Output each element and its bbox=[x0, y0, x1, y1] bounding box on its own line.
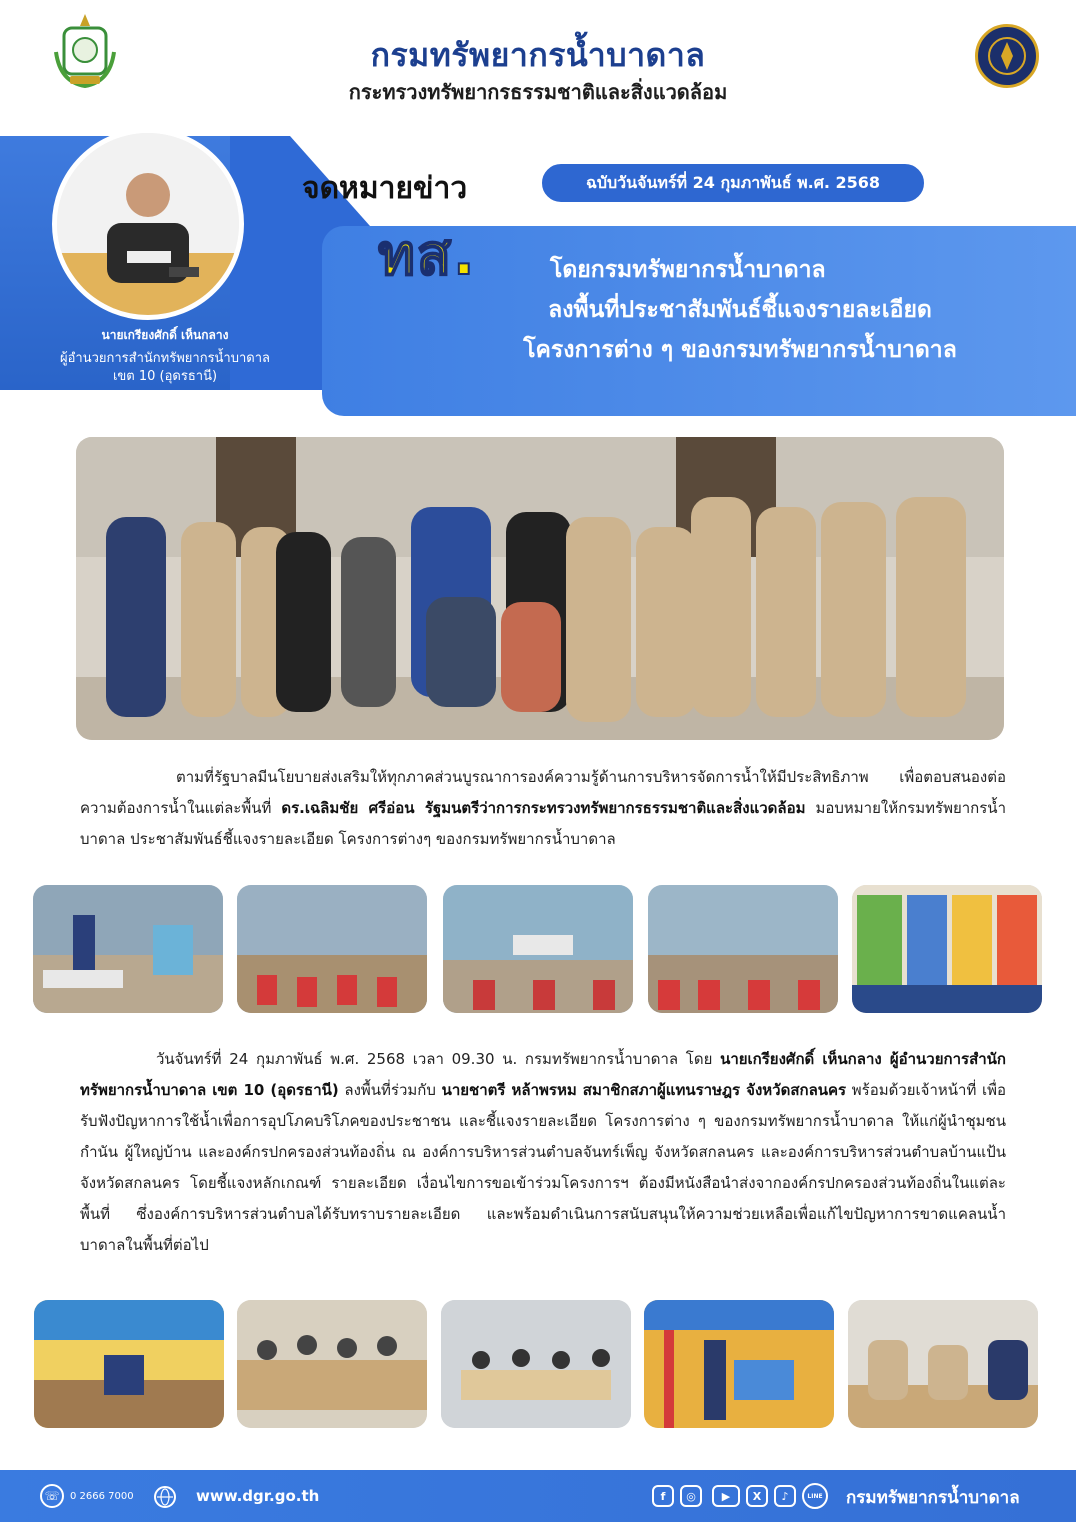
globe-icon bbox=[154, 1486, 176, 1508]
headline-line2: ลงพื้นที่ประชาสัมพันธ์ชี้แจงรายละเอียด bbox=[548, 297, 932, 323]
meeting-photo-2 bbox=[237, 1300, 427, 1428]
footer-phone: 0 2666 7000 bbox=[70, 1491, 134, 1502]
meeting-photo-1 bbox=[34, 1300, 224, 1428]
footer-org-name: กรมทรัพยากรน้ำบาดาล bbox=[846, 1488, 1020, 1508]
meeting-photo-4 bbox=[644, 1300, 834, 1428]
activity-photo-4 bbox=[648, 885, 838, 1013]
activity-photo-2 bbox=[237, 885, 427, 1013]
issue-date-badge bbox=[540, 162, 926, 204]
activity-photo-1 bbox=[33, 885, 223, 1013]
header-subtitle: กระทรวงทรัพยากรธรรมชาติและสิ่งแวดล้อม bbox=[348, 80, 728, 104]
activity-photo-5 bbox=[852, 885, 1042, 1013]
headline-line1: โดยกรมทรัพยากรน้ำบาดาล bbox=[550, 257, 826, 283]
main-group-photo bbox=[76, 437, 1004, 740]
intro-paragraph bbox=[80, 762, 1006, 855]
meeting-photo-3 bbox=[441, 1300, 631, 1428]
headline bbox=[430, 250, 1050, 370]
intro-text-2: มอบหมายให้กรมทรัพยากรน้ำบาดาล ประชาสัมพันธ์ชี้แจงรายละเอียด โครงการต่างๆ ของกรมทรัพยากรน้ำบาดาล bbox=[80, 799, 1006, 848]
director-name: นายเกรียงศักดิ์ เห็นกลาง bbox=[101, 328, 229, 342]
director-portrait bbox=[52, 128, 244, 320]
newsletter-label: จดหมายข่าว bbox=[302, 171, 468, 206]
director-position bbox=[20, 350, 310, 386]
news-mp: นายชาตรี หล้าพรหม สมาชิกสภาผู้แทนราษฎร จังหวัดสกลนคร bbox=[441, 1081, 847, 1099]
youtube-icon[interactable]: ▶ bbox=[712, 1485, 740, 1507]
tiktok-icon[interactable]: ♪ bbox=[774, 1485, 796, 1507]
facebook-icon[interactable]: f bbox=[652, 1485, 674, 1507]
issue-date-text: ฉบับวันจันทร์ที่ 24 กุมภาพันธ์ พ.ศ. 2568 bbox=[585, 172, 881, 192]
x-twitter-icon[interactable]: X bbox=[746, 1485, 768, 1507]
news-director: นายเกรียงศักดิ์ เห็นกลาง ผู้อำนวยการสำนักทรัพยากรน้ำบาดาล เขต 10 (อุดรธานี) bbox=[80, 1050, 1006, 1099]
director-position-line2: เขต 10 (อุดรธานี) bbox=[112, 369, 218, 384]
footer-website-link[interactable]: www.dgr.go.th bbox=[196, 1487, 320, 1505]
news-paragraph bbox=[80, 1044, 1006, 1261]
header-title: กรมทรัพยากรน้ำบาดาล bbox=[370, 36, 706, 74]
brand-abbreviation: ทส. bbox=[378, 223, 477, 288]
intro-text-1: ตามที่รัฐบาลมีนโยบายส่งเสริมให้ทุกภาคส่วนบูรณาการองค์ความรู้ด้านการบริหารจัดการน้ำให้มีประสิทธิภาพ เพื่อตอบสนองต่อความต้องการน้ำในแต่ละพื้นที่ bbox=[80, 768, 1006, 817]
intro-minister: ดร.เฉลิมชัย ศรีอ่อน รัฐมนตรีว่าการกระทรวงทรัพยากรธรรมชาติและสิ่งแวดล้อม bbox=[281, 799, 806, 817]
meeting-photo-5 bbox=[848, 1300, 1038, 1428]
line-icon[interactable]: LINE bbox=[802, 1483, 828, 1509]
instagram-icon[interactable]: ◎ bbox=[680, 1485, 702, 1507]
activity-photo-3 bbox=[443, 885, 633, 1013]
director-position-line1: ผู้อำนวยการสำนักทรัพยากรน้ำบาดาล bbox=[59, 351, 270, 366]
news-text-2: ลงพื้นที่ร่วมกับ bbox=[344, 1081, 436, 1099]
news-text-1: วันจันทร์ที่ 24 กุมภาพันธ์ พ.ศ. 2568 เวลา 09.30 น. กรมทรัพยากรน้ำบาดาล โดย bbox=[156, 1050, 713, 1068]
news-text-3: พร้อมด้วยเจ้าหน้าที่ เพื่อรับฟังปัญหาการใช้น้ำเพื่อการอุปโภคบริโภคของประชาชน และชี้แจงรายละเอียด โครงการต่าง ๆ ของกรมทรัพยากรน้ำบาดาล ให้แก่ผู้นำชุมชน กำนัน ผู้ใหญ่บ้าน และองค์กรปกครองส่วนท้องถิ่น ณ องค์การบริหารส่วนตำบลจันทร์เพ็ญ จังหวัดสกลนคร และองค์การบริหารส่วนตำบลบ้านแป้น จังหวัดสกลนคร โดยชี้แจงหลักเกณฑ์ รายละเอียด เงื่อนไขการขอเข้าร่วมโครงการฯ ต้องมีหนังสือนำส่งจากองค์กรปกครองส่วนท้องถิ่นในแต่ละพื้นที่ ซึ่งองค์การบริหารส่วนตำบลได้รับทราบรายละเอียด และพร้อมดำเนินการสนับสนุนให้ความช่วยเหลือเพื่อแก้ไขปัญหาการขาดแคลนน้ำบาดาลในพื้นที่ต่อไป bbox=[80, 1081, 1006, 1254]
ministry-seal-logo bbox=[975, 24, 1039, 88]
headline-line3: โครงการต่าง ๆ ของกรมทรัพยากรน้ำบาดาล bbox=[523, 337, 957, 363]
phone-icon: ☏ bbox=[40, 1484, 64, 1508]
